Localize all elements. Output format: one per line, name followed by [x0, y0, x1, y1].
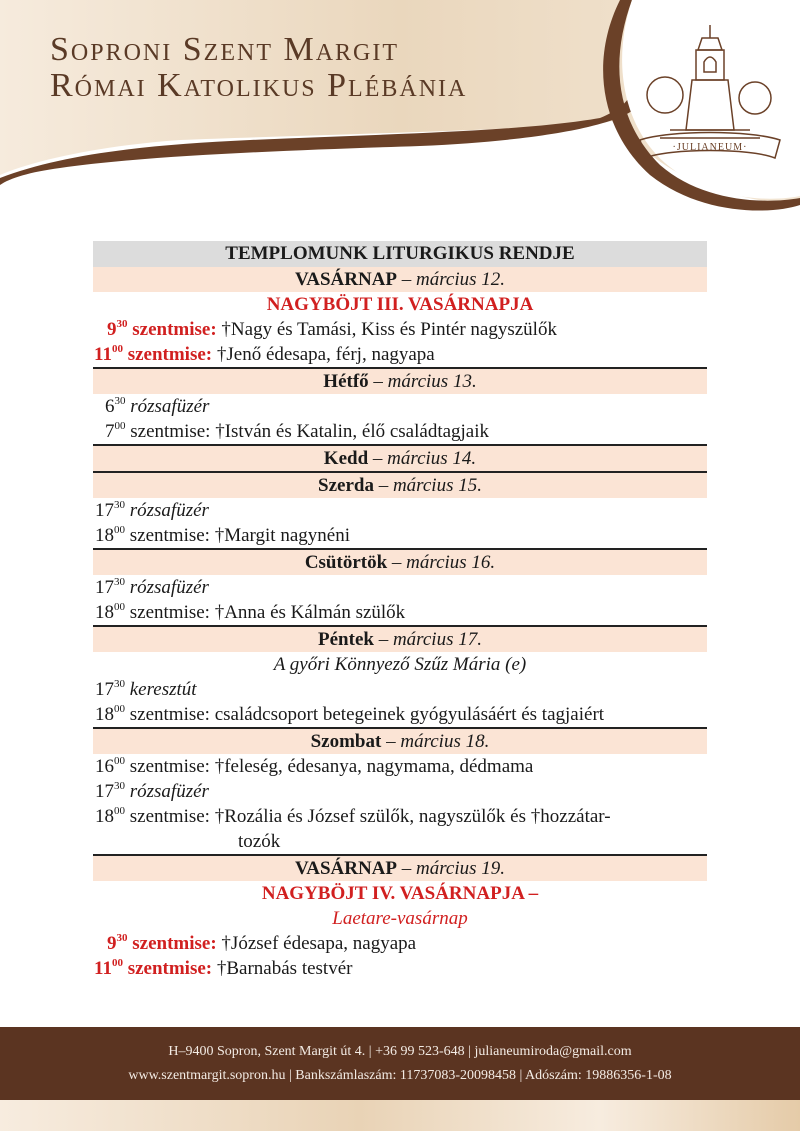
mass-intention: †Barnabás testvér: [216, 958, 353, 979]
footer-web-bank: www.szentmargit.sopron.hu | Bankszámlaszám: 11737083-20098458 | Adószám: 19886356-1-08: [128, 1068, 672, 1083]
schedule-item: $17^{30}$ rózsafüzér: [95, 576, 209, 598]
footer: [0, 1027, 800, 1100]
schedule-item-continuation: tozók: [238, 831, 281, 852]
schedule-item: $7^{00}$ szentmise: †István és Katalin, élő családtagjaik: [105, 420, 490, 442]
schedule-item: $17^{30}$ rózsafüzér: [95, 780, 209, 802]
feast-subtitle: Laetare-vasárnap: [332, 908, 468, 929]
schedule-item: $18^{00}$ szentmise: †Rozália és József szülők, nagyszülők és †hozzátar-: [95, 805, 611, 827]
bell-tower-logo-icon: [630, 20, 790, 170]
footer-decoration: [0, 1100, 800, 1131]
title-line-2: Római Katolikus Plébánia: [50, 67, 468, 104]
mass-intention: †Jenő édesapa, férj, nagyapa: [216, 344, 435, 365]
parish-title: [50, 32, 467, 104]
feast-title: NAGYBÖJT III. VASÁRNAPJA: [266, 294, 534, 315]
liturgical-schedule: [93, 241, 707, 981]
feast-title: NAGYBÖJT IV. VASÁRNAPJA –: [261, 883, 539, 904]
mass-entry: $11^{00}$ szentmise: †Barnabás testvér: [94, 957, 353, 979]
day-header-monday: Hétfő – március 13.: [93, 367, 707, 394]
mass-intention: †Nagy és Tamási, Kiss és Pintér nagyszülők: [221, 319, 557, 340]
schedule-item: $6^{30}$ rózsafüzér: [105, 395, 210, 417]
schedule-item: $18^{00}$ szentmise: †Anna és Kálmán szülők: [95, 601, 406, 623]
footer-contact: H–9400 Sopron, Szent Margit út 4. | +36 99 523-648 | julianeumiroda@gmail.com: [168, 1044, 632, 1059]
title-line-1: Soproni Szent Margit: [50, 31, 400, 68]
day-name: VASÁRNAP: [294, 269, 398, 290]
day-header-sunday-19: VASÁRNAP – március 19.: [93, 854, 707, 881]
schedule-item: $16^{00}$ szentmise: †feleség, édesanya, nagymama, dédmama: [95, 755, 534, 777]
day-header-thursday: Csütörtök – március 16.: [93, 548, 707, 575]
day-header-sunday-12: [93, 267, 707, 292]
mass-intention: †József édesapa, nagyapa: [221, 933, 417, 954]
mass-entry: $9^{30}$ szentmise: †József édesapa, nagyapa: [107, 932, 417, 954]
schedule-item: $18^{00}$ szentmise: †Margit nagynéni: [95, 524, 350, 546]
feast-note: A győri Könnyező Szűz Mária (e): [273, 654, 527, 675]
schedule-item: $17^{30}$ rózsafüzér: [95, 499, 209, 521]
schedule-item: $17^{30}$ keresztút: [95, 678, 197, 700]
svg-text:·JULIANEUM·: ·JULIANEUM·: [672, 142, 748, 153]
day-header-saturday: Szombat – március 18.: [93, 727, 707, 754]
day-header-wednesday: Szerda – március 15.: [93, 471, 707, 498]
mass-entry: $9^{30}$ szentmise: †Nagy és Tamási, Kiss és Pintér nagyszülők: [107, 318, 557, 340]
mass-entry: $11^{00}$ szentmise: †Jenő édesapa, férj, nagyapa: [94, 343, 435, 365]
schedule-heading: TEMPLOMUNK LITURGIKUS RENDJE: [93, 241, 707, 267]
day-header-friday: Péntek – március 17.: [93, 625, 707, 652]
day-header-tuesday: Kedd – március 14.: [93, 444, 707, 471]
schedule-item: $18^{00}$ szentmise: családcsoport betegeinek gyógyulásáért és tagjaiért: [95, 703, 605, 725]
day-date: – március 12.: [401, 269, 506, 290]
